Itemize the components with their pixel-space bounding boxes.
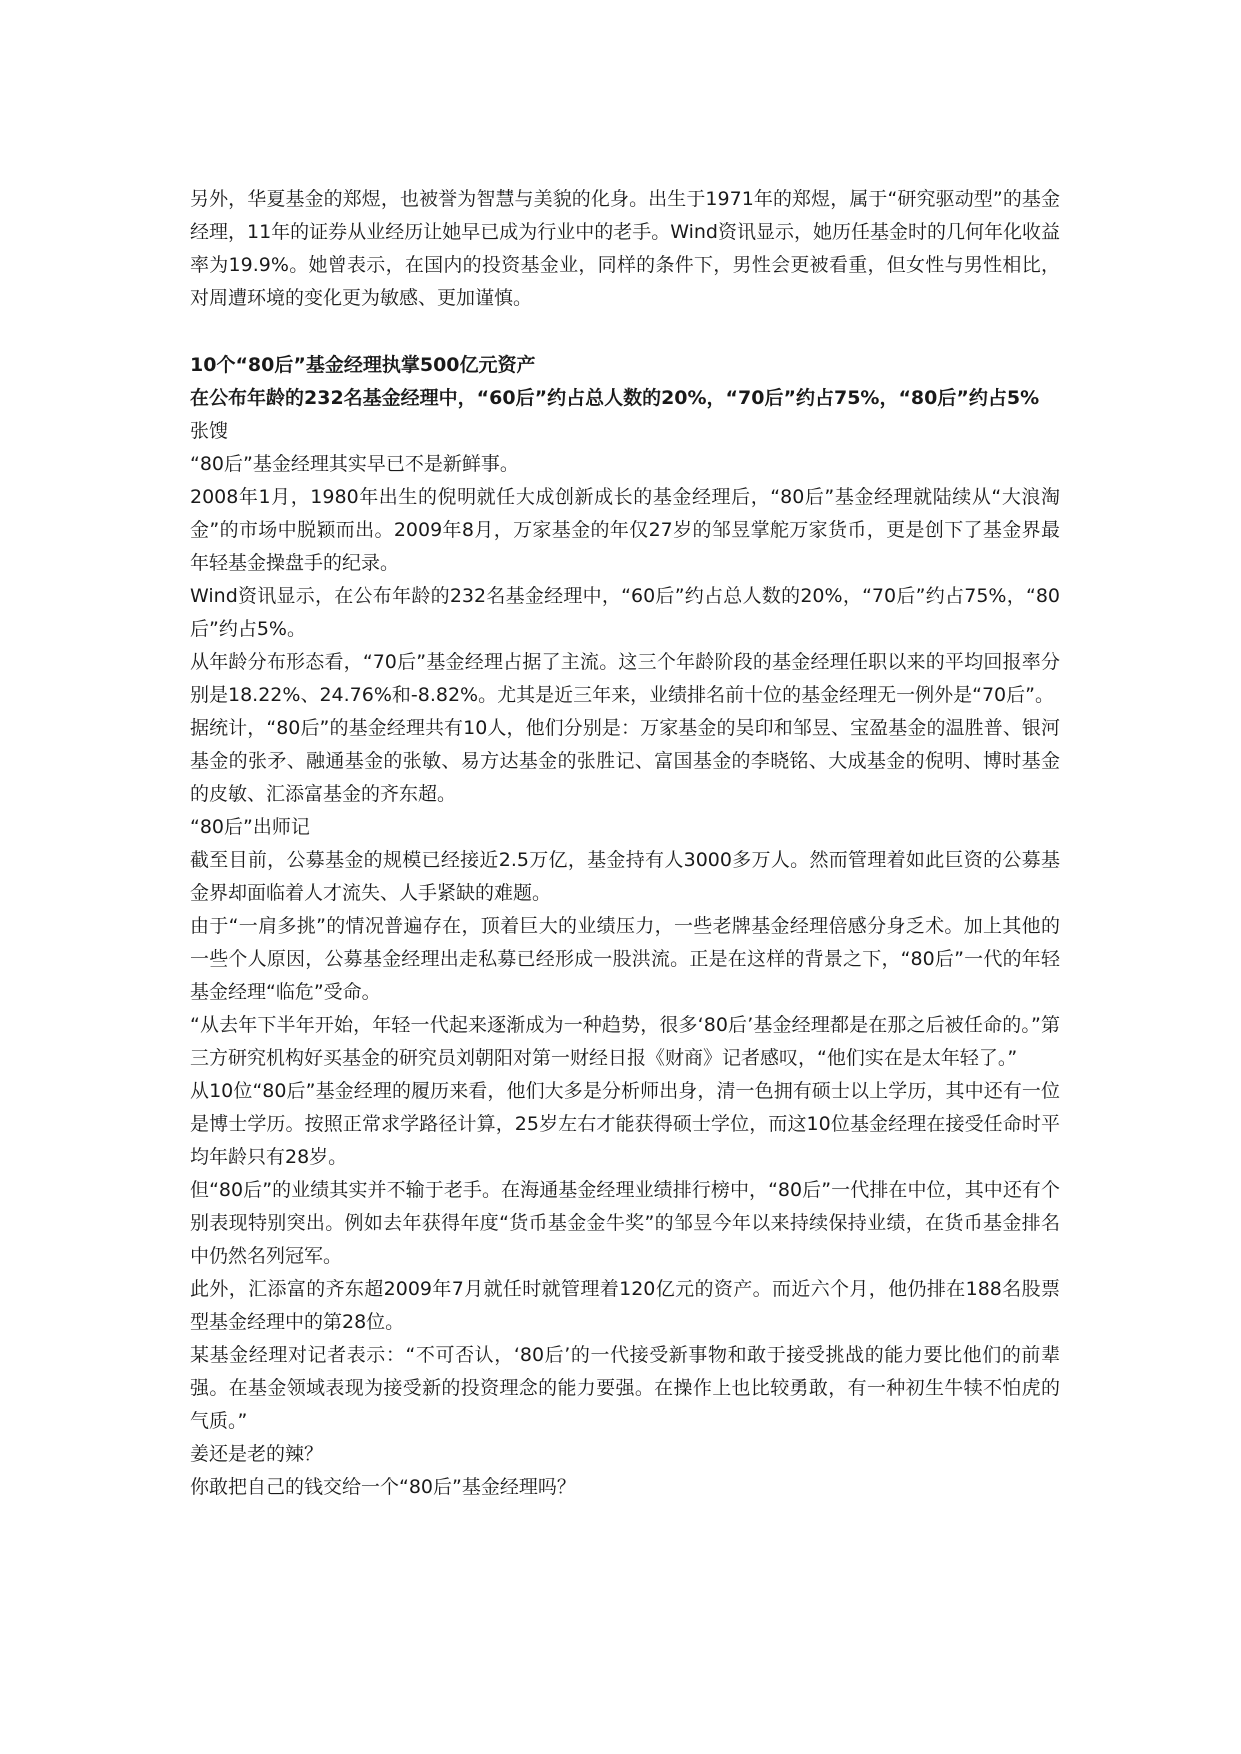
intro-paragraph: 另外，华夏基金的郑煜，也被誉为智慧与美貌的化身。出生于1971年的郑煜，属于“研究驱动型”的基金经理，11年的证券从业经历让她早已成为行业中的老手。Wind资讯显示，她历任基金时的几何年化收益率为19.9%。她曾表示，在国内的投资基金业，同样的条件下，男性会更被看重，但女性与男性相比，对周遭环境的变化更为敏感、更加谨慎。 (190, 188, 1060, 309)
body-paragraph: 据统计，“80后”的基金经理共有10人，他们分别是：万家基金的吴印和邹昱、宝盈基金的温胜普、银河基金的张矛、融通基金的张敏、易方达基金的张胜记、富国基金的李晓铭、大成基金的倪明、博时基金的皮敏、汇添富基金的齐东超。 (190, 717, 1060, 805)
section-heading: 姜还是老的辣？ (190, 1443, 324, 1465)
body-paragraph: “从去年下半年开始，年轻一代起来逐渐成为一种趋势，很多‘80后’基金经理都是在那之后被任命的。”第三方研究机构好买基金的研究员刘朝阳对第一财经日报《财商》记者感叹，“他们实在是太年轻了。” (190, 1014, 1060, 1069)
article-headline: 10个“80后”基金经理执掌500亿元资产 (190, 354, 536, 376)
body-paragraph: 某基金经理对记者表示：“不可否认，‘80后’的一代接受新事物和敢于接受挑战的能力要比他们的前辈强。在基金领域表现为接受新的投资理念的能力要强。在操作上也比较勇敢，有一种初生牛犊不怕虎的气质。” (190, 1344, 1060, 1432)
body-paragraph: 但“80后”的业绩其实并不输于老手。在海通基金经理业绩排行榜中，“80后”一代排在中位，其中还有个别表现特别突出。例如去年获得年度“货币基金金牛奖”的邹昱今年以来持续保持业绩，在货币基金排名中仍然名列冠军。 (190, 1179, 1060, 1267)
body-paragraph: Wind资讯显示，在公布年龄的232名基金经理中，“60后”约占总人数的20%，“70后”约占75%，“80后”约占5%。 (190, 585, 1060, 640)
body-paragraph: 由于“一肩多挑”的情况普遍存在，顶着巨大的业绩压力，一些老牌基金经理倍感分身乏术。加上其他的一些个人原因，公募基金经理出走私募已经形成一股洪流。正是在这样的背景之下，“80后”一代的年轻基金经理“临危”受命。 (190, 915, 1060, 1003)
body-paragraph: 从10位“80后”基金经理的履历来看，他们大多是分析师出身，清一色拥有硕士以上学历，其中还有一位是博士学历。按照正常求学路径计算，25岁左右才能获得硕士学位，而这10位基金经理在接受任命时平均年龄只有28岁。 (190, 1080, 1060, 1168)
body-paragraph: 截至目前，公募基金的规模已经接近2.5万亿，基金持有人3000多万人。然而管理着如此巨资的公募基金界却面临着人才流失、人手紧缺的难题。 (190, 849, 1060, 904)
body-paragraph: 从年龄分布形态看，“70后”基金经理占据了主流。这三个年龄阶段的基金经理任职以来的平均回报率分别是18.22%、24.76%和-8.82%。尤其是近三年来，业绩排名前十位的基金经理无一例外是“70后”。 (190, 651, 1060, 706)
body-paragraph: 2008年1月，1980年出生的倪明就任大成创新成长的基金经理后，“80后”基金经理就陆续从“大浪淘金”的市场中脱颖而出。2009年8月，万家基金的年仅27岁的邹昱掌舵万家货币，更是创下了基金界最年轻基金操盘手的纪录。 (190, 486, 1060, 574)
body-paragraph: 此外，汇添富的齐东超2009年7月就任时就管理着120亿元的资产。而近六个月，他仍排在188名股票型基金经理中的第28位。 (190, 1278, 1060, 1333)
document-page (190, 183, 1060, 1504)
closing-question: 你敢把自己的钱交给一个“80后”基金经理吗？ (190, 1476, 576, 1498)
section-heading: “80后”出师记 (190, 816, 310, 838)
article-author: 张馊 (190, 420, 229, 442)
body-paragraph: “80后”基金经理其实早已不是新鲜事。 (190, 453, 519, 475)
article-subheadline: 在公布年龄的232名基金经理中，“60后”约占总人数的20%，“70后”约占75%，“80后”约占5% (190, 387, 1040, 409)
